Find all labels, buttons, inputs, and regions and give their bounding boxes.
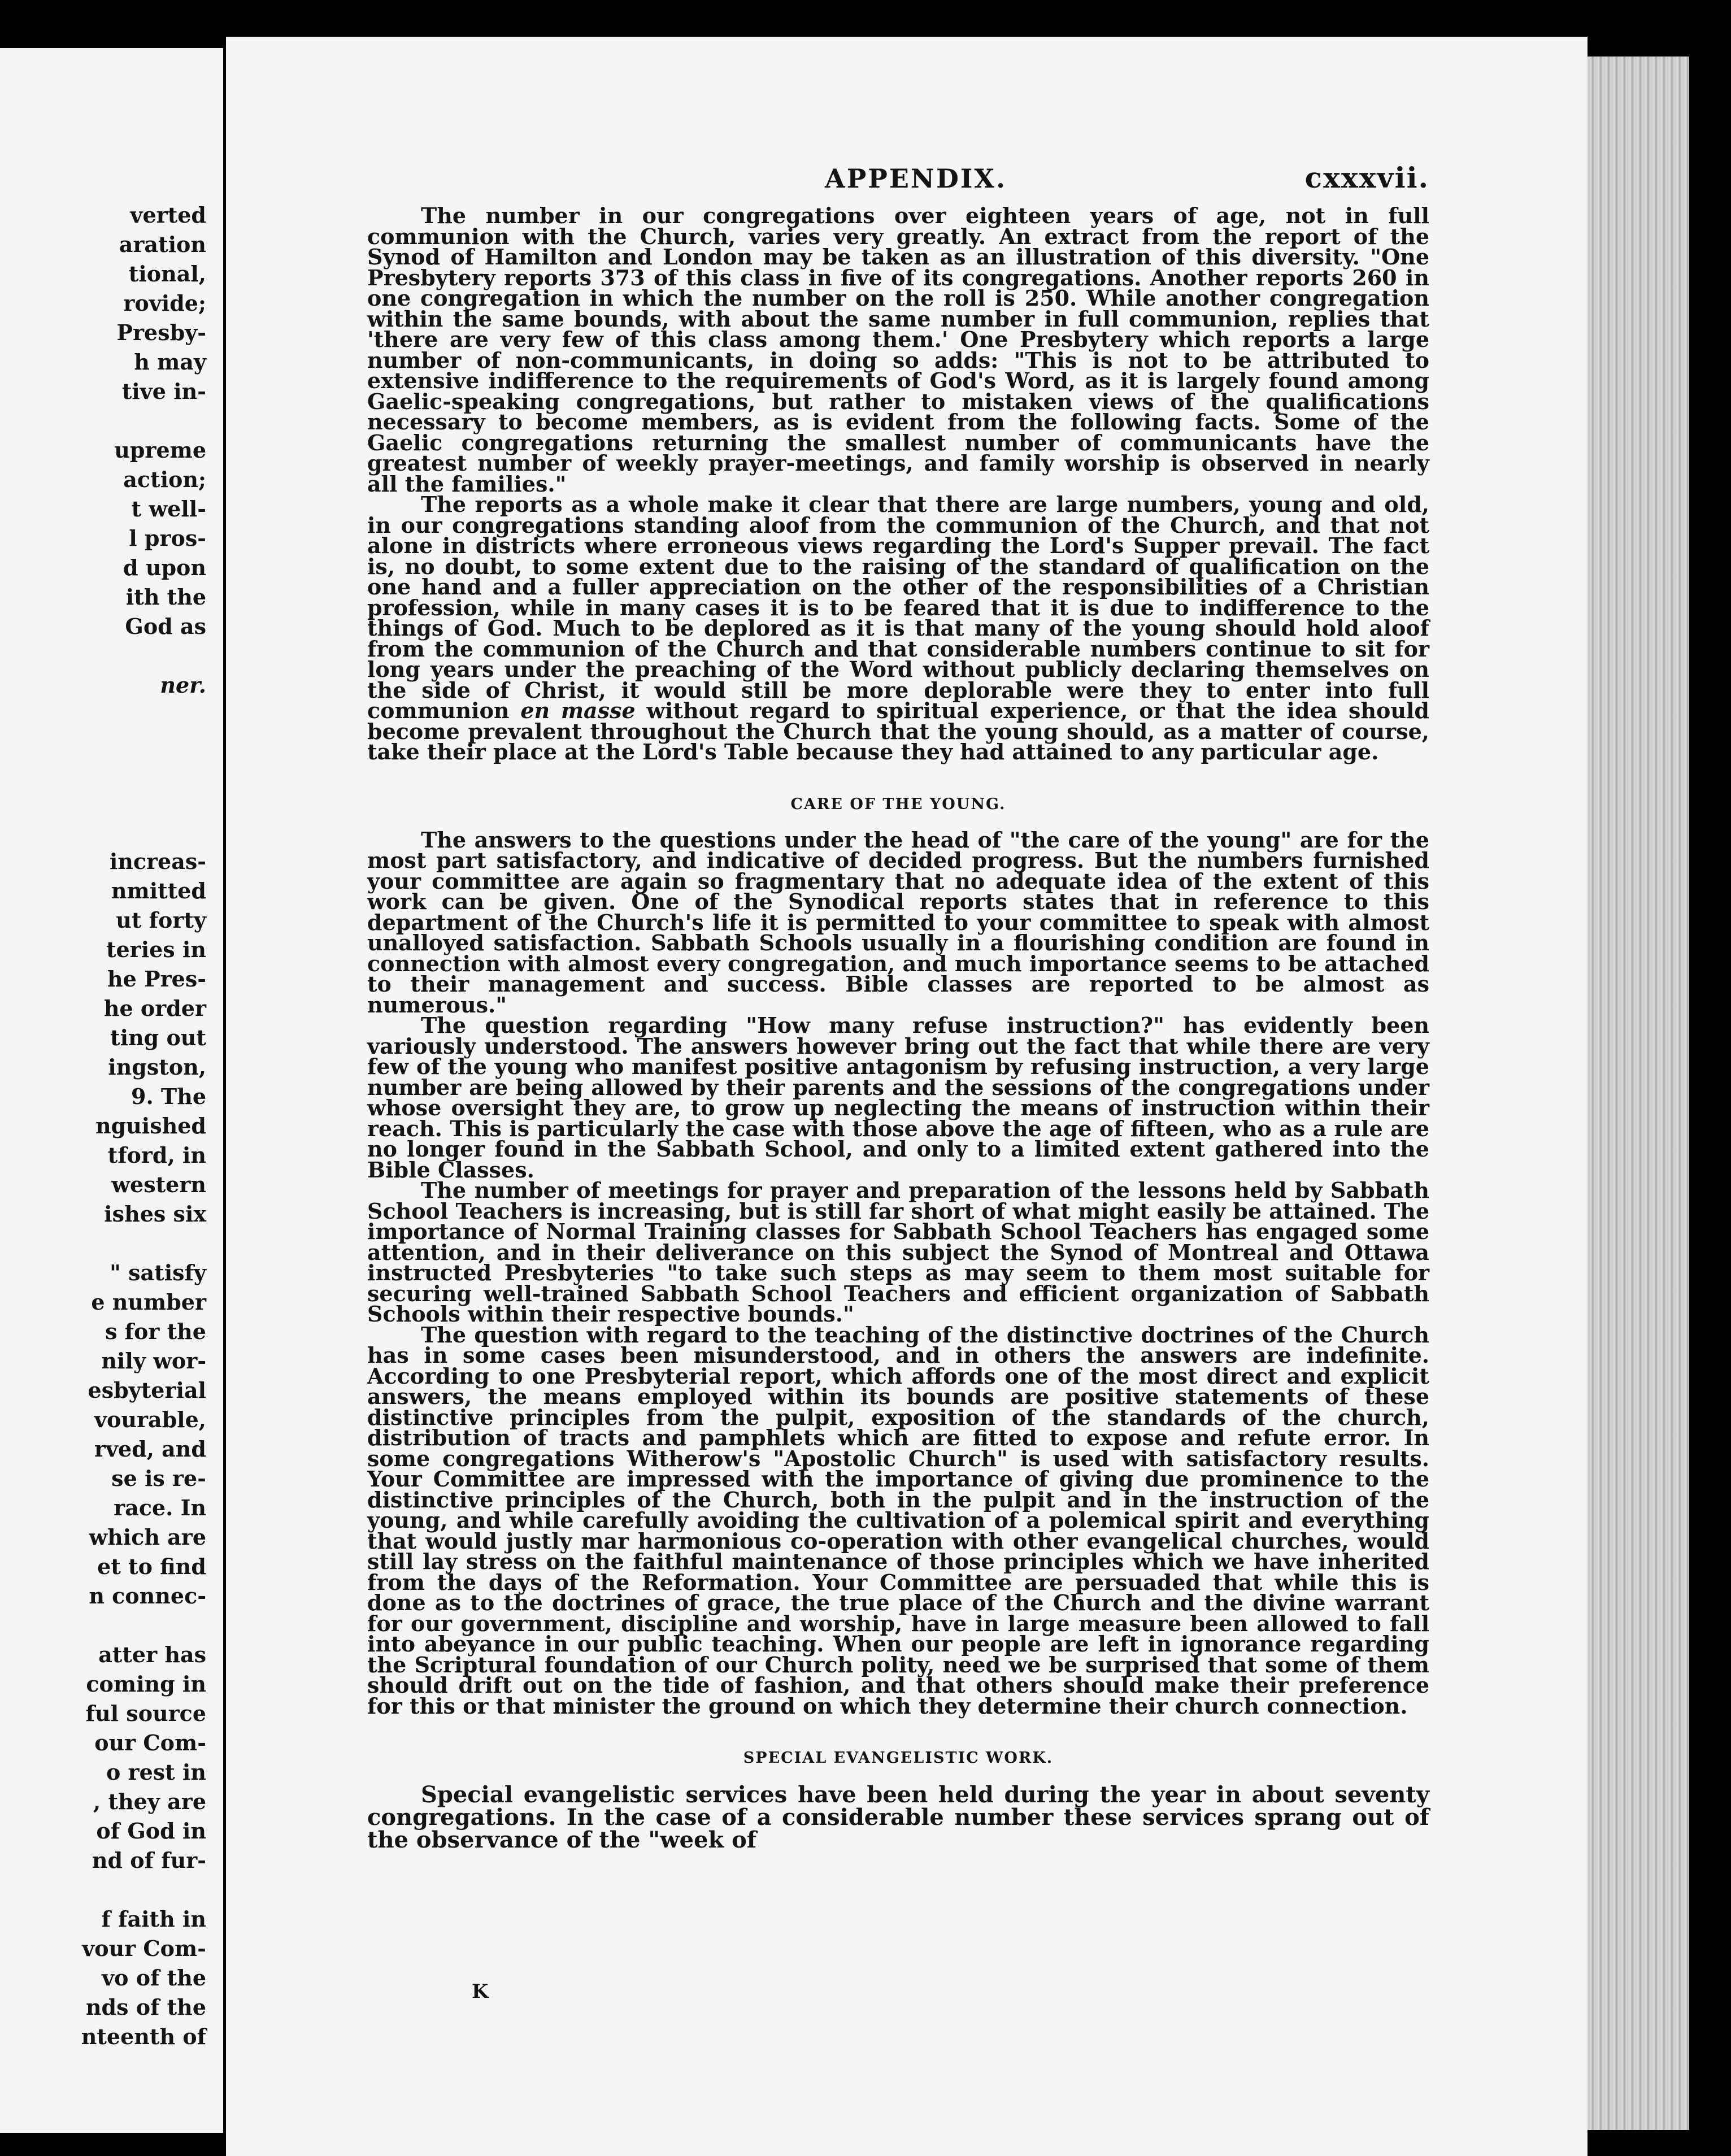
- left-line: atter has: [98, 1642, 206, 1667]
- left-line: e number: [91, 1289, 206, 1315]
- page-header: [367, 161, 1429, 194]
- section-heading: CARE OF THE YOUNG.: [790, 795, 1006, 813]
- left-line: vo of the: [102, 1965, 206, 1990]
- left-line: increas-: [109, 849, 206, 874]
- left-line: race. In: [114, 1495, 206, 1520]
- left-line: action;: [123, 467, 206, 492]
- left-line: teries in: [106, 937, 206, 962]
- left-line: ting out: [110, 1025, 206, 1050]
- left-line: he order: [103, 996, 206, 1021]
- left-line: esbyterial: [88, 1377, 206, 1403]
- paragraph: The question with regard to the teaching of the distinctive doctrines of the Church has in some cases been misunderstood, and in others the answers are indefinite. According to one Presbyterial report, which affords one of the most direct and explicit answers, the means employed within its bounds are positive statements of these distinctive principles from the pulpit, exposition of the standards of the church, distribution of tracts and pamphlets which are fitted to expose and refute error. In some congregations Witherow's "Apostolic Church" is used with satisfactory results. Your Committee are impressed with the importance of giving due prominence to the distinctive principles of the Church, both in the pulpit and in the instruction of the young, and while carefully avoiding the cultivation of a polemical spirit and everything that would justly mar harmonious co-operation with other evangelical churches, would still lay stress on the faithful maintenance of those principles which we have inherited from the days of the Reformation. Your Committee are persuaded that while this is done as to the doctrines of grace, the true place of the Church and the divine warrant for our government, discipline and worship, have in large measure been allowed to fall into abeyance in our public teaching. When our people are left in ignorance regarding the Scriptural foundation of our Church polity, need we be surprised that some of them should drift out on the tide of fashion, and that others should make their preference for this or that minister the ground on which they determine their church connection.: [367, 1322, 1429, 1719]
- left-line: tional,: [128, 261, 206, 286]
- left-line: aration: [119, 232, 206, 257]
- left-page-fragment: [0, 48, 223, 2133]
- left-line: ner.: [160, 672, 206, 698]
- paragraph-part: The reports as a whole make it clear that there are large numbers, young and old, in our congregations standing aloof from the communion of the Church, and that not alone in districts where erroneous views regarding the Lord's Supper prevail. The fact is, no doubt, to some extent due to the raising of the standard of qualification on the one hand and a fuller appreciation on the other of the responsibilities of a Christian profession, while in many cases it is to be feared that it is due to indifference to the things of God. Much to be deplored as it is that many of the young should hold aloof from the communion of the Church and that considerable numbers continue to sit for long years under the preaching of the Word without publicly declaring themselves on the side of Christ, it would still be more deplorable were they to enter into full communion: [367, 492, 1429, 723]
- left-line: tford, in: [107, 1142, 206, 1168]
- main-page: [226, 37, 1588, 2156]
- left-line: our Com-: [94, 1730, 206, 1755]
- left-line: t well-: [131, 496, 206, 521]
- left-line: he Pres-: [107, 966, 206, 992]
- left-line: ishes six: [104, 1201, 206, 1227]
- running-title: APPENDIX.: [825, 163, 1007, 194]
- left-line: nguished: [95, 1113, 206, 1138]
- left-line: ful source: [85, 1701, 206, 1726]
- paragraph: The number in our congregations over eighteen years of age, not in full communion with the Church, varies very greatly. An extract from the report of the Synod of Hamilton and London may be taken as an illustration of this diversity. "One Presbytery reports 373 of this class in five of its congregations. Another reports 260 in one congregation in which the number on the roll is 250. While another congregation within the same bounds, with about the same number in full communion, replies that 'there are very few of this class among them.' One Presbytery which reports a large number of non-communicants, in doing so adds: "This is not to be attributed to extensive indifference to the requirements of God's Word, as it is largely found among Gaelic-speaking congregations, but rather to mistaken views of the qualifications necessary to become members, as is evident from the following facts. Some of the Gaelic congregations returning the smallest number of communicants have the greatest number of weekly prayer-meetings, and family worship is observed in nearly all the families.": [367, 203, 1429, 497]
- left-line: et to find: [97, 1554, 206, 1579]
- left-line: upreme: [114, 437, 206, 463]
- paragraph-part: without regard to spiritual experience, or that the idea should become prevalent throughout the Church that the young should, as a matter of course, take their place at the Lord's Table because they had attained to any particular age.: [367, 698, 1430, 764]
- section-heading: SPECIAL EVANGELISTIC WORK.: [743, 1749, 1054, 1767]
- left-line: nily wor-: [101, 1348, 206, 1373]
- left-line: Presby-: [116, 320, 206, 345]
- left-line: se is re-: [111, 1466, 206, 1491]
- left-line: rovide;: [123, 290, 206, 316]
- left-line: d upon: [123, 555, 206, 580]
- left-line: vourable,: [94, 1407, 206, 1432]
- left-line: , they are: [93, 1789, 206, 1814]
- left-line: which are: [89, 1524, 206, 1550]
- left-line: tive in-: [121, 379, 206, 404]
- left-line: l pros-: [129, 525, 206, 551]
- italic-phrase: en masse: [520, 698, 636, 723]
- left-line: nd of fur-: [92, 1848, 206, 1873]
- left-line: western: [111, 1172, 206, 1197]
- book-page-edges: [1588, 56, 1689, 2130]
- left-line: nds of the: [85, 1994, 206, 2020]
- left-line: f faith in: [101, 1906, 206, 1932]
- left-line: n connec-: [89, 1583, 206, 1609]
- left-line: coming in: [86, 1671, 206, 1697]
- paragraph: The number of meetings for prayer and preparation of the lessons held by Sabbath School Teachers is increasing, but is still far short of what might easily be attained. The importance of Normal Training classes for Sabbath School Teachers has engaged some attention, and in their deliverance on this subject the Synod of Montreal and Ottawa instructed Presbyteries "to take such steps as may seem to them most suitable for securing well-trained Sabbath School Teachers and efficient organization of Sabbath Schools within their respective bounds.": [367, 1177, 1429, 1327]
- left-page-text: [14, 201, 206, 2051]
- left-line: rved, and: [94, 1436, 206, 1462]
- page-number: cxxxvii.: [1304, 161, 1429, 194]
- left-line: " satisfy: [110, 1260, 206, 1285]
- page-content: [367, 161, 1429, 1851]
- left-line: h may: [134, 349, 206, 375]
- background-edge: [1689, 56, 1731, 2156]
- paragraph: Special evangelistic services have been held during the year in about seventy congregations. In the case of a considerable number these services sprang out of the observance of the "week of: [367, 1781, 1429, 1853]
- left-line: s for the: [105, 1319, 206, 1344]
- left-line: nteenth of: [81, 2024, 206, 2049]
- left-line: ith the: [125, 584, 206, 610]
- left-line: God as: [125, 614, 206, 639]
- signature-mark: K: [472, 1980, 489, 2003]
- left-line: verted: [130, 202, 206, 228]
- left-line: nmitted: [111, 878, 206, 903]
- left-line: of God in: [96, 1818, 206, 1844]
- left-line: 9. The: [131, 1084, 206, 1109]
- left-line: ingston,: [108, 1054, 206, 1080]
- paragraph: [367, 494, 1429, 763]
- left-line: vour Com-: [82, 1936, 206, 1961]
- paragraph: The answers to the questions under the head of "the care of the young" are for the most part satisfactory, and indicative of decided progress. But the numbers furnished your committee are again so fragmentary that no adequate idea of the extent of this work can be given. One of the Synodical reports states that in reference to this department of the Church's life it is permitted to your committee to speak with almost unalloyed satisfaction. Sabbath Schools usually in a flourishing condition are found in connection with almost every congregation, and much importance seems to be attached to their management and success. Bible classes are reported to be almost as numerous.": [367, 827, 1429, 1018]
- paragraph: The question regarding "How many refuse instruction?" has evidently been variously understood. The answers however bring out the fact that while there are very few of the young who manifest positive antagonism by refusing instruction, a very large number are being allowed by their parents and the sessions of the congregations under whose oversight they are, to grow up neglecting the means of instruction within their reach. This is particularly the case with those above the age of fifteen, who as a rule are no longer found in the Sabbath School, and only to a limited extent gathered into the Bible Classes.: [367, 1012, 1429, 1183]
- left-line: o rest in: [106, 1759, 206, 1785]
- left-line: ut forty: [116, 907, 206, 933]
